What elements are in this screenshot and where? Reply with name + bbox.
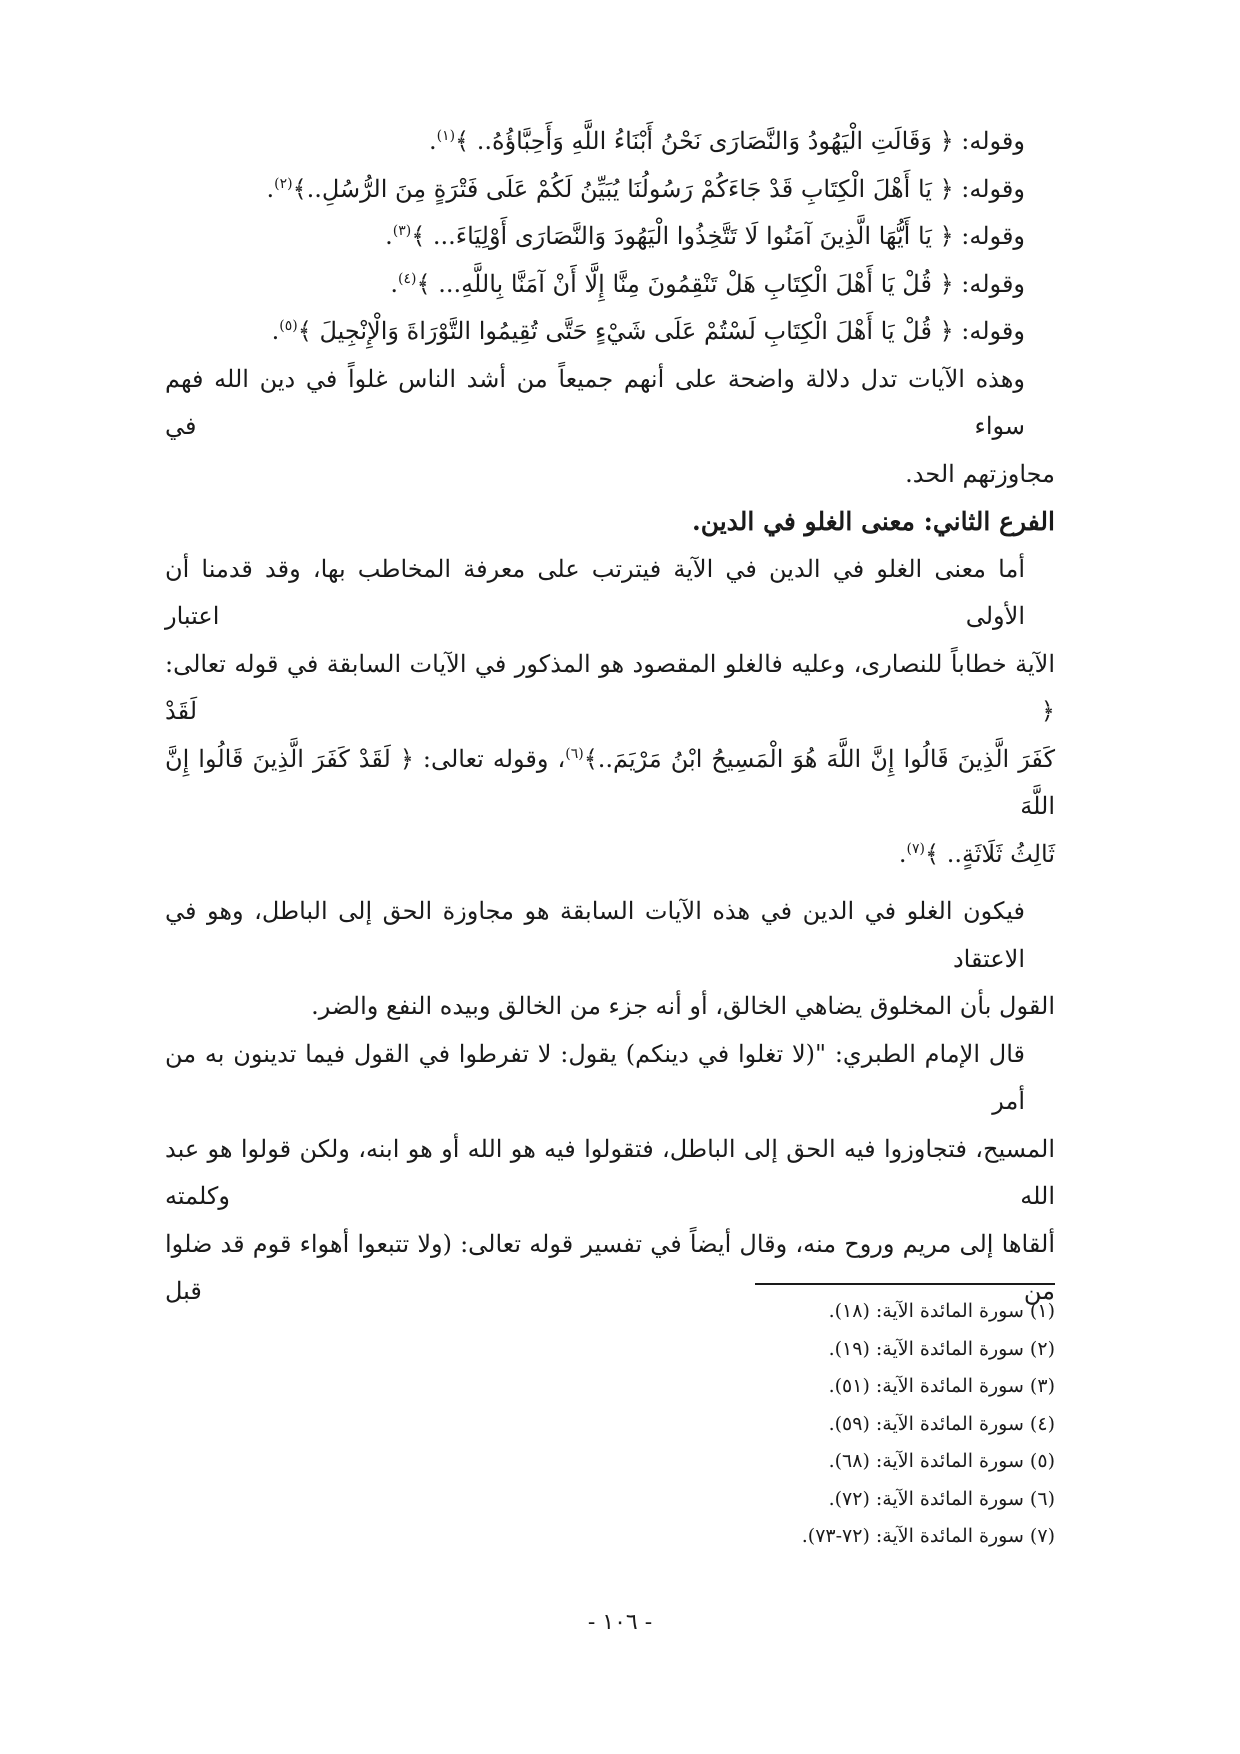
footnote-ref[interactable]: (٥) — [279, 318, 298, 334]
main-text — [165, 118, 1055, 1316]
paragraph-text: ، وقوله تعالى: ﴿ لَقَدْ كَفَرَ الَّذِينَ قَالُوا إِنَّ اللَّهَ — [165, 744, 1055, 820]
footnote-ref[interactable]: (٢) — [274, 175, 293, 192]
footnote-item: (٣) سورة المائدة الآية: (٥١). — [828, 1375, 1055, 1397]
verse-text: وقوله: ﴿ قُلْ يَا أَهْلَ الْكِتَابِ هَلْ تَنْقِمُونَ مِنَّا إِلَّا أَنْ آمَنَّا بِاللَّهِ... ﴾ — [416, 269, 1025, 298]
page-number: - ١٠٦ - — [587, 1610, 653, 1635]
verse-text: كَفَرَ الَّذِينَ قَالُوا إِنَّ اللَّهَ هُوَ الْمَسِيحُ ابْنُ مَرْيَمَ..﴾ — [583, 744, 1055, 773]
footnote-item: (١) سورة المائدة الآية: (١٨). — [828, 1300, 1055, 1322]
paragraph-line: وهذه الآيات تدل دلالة واضحة على أنهم جميعاً من أشد الناس غلواً في دين الله فهم سواء في — [165, 364, 1025, 440]
verse-line — [165, 308, 1055, 356]
footnotes-list — [355, 1293, 1055, 1556]
footnote-ref[interactable]: (٧) — [906, 840, 925, 857]
paragraph-line: قال الإمام الطبري: "(لا تغلوا في دينكم) يقول: لا تفرطوا في القول فيما تدينون به من أمر — [165, 1039, 1025, 1115]
footnote-ref[interactable]: (٣) — [392, 223, 412, 239]
verse-end: . — [898, 839, 907, 868]
verse-end: . — [266, 174, 275, 203]
verse-line — [165, 213, 1055, 261]
footnote-item: (٤) سورة المائدة الآية: (٥٩). — [828, 1412, 1055, 1435]
paragraph-line: الآية خطاباً للنصارى، وعليه فالغلو المقصود هو المذكور في الآيات السابقة في قوله تعالى: ﴿ لَقَدْ — [165, 649, 1055, 725]
footnote-ref[interactable]: (٦) — [565, 745, 584, 762]
paragraph-line: فيكون الغلو في الدين في هذه الآيات السابقة هو مجاوزة الحق إلى الباطل، وهو في الاعتقاد — [165, 897, 1025, 973]
verse-end: . — [271, 317, 280, 345]
verse-end: . — [390, 269, 399, 298]
paragraph-line: ألقاها إلى مريم وروح منه، وقال أيضاً في تفسير قوله تعالى: (ولا تتبعوا أهواء قوم قد ضلوا من قبل — [165, 1229, 1055, 1305]
section-heading: الفرع الثاني: معنى الغلو في الدين. — [691, 507, 1055, 536]
paragraph-gap — [165, 878, 1055, 888]
verse-line — [165, 166, 1055, 214]
paragraph-line — [165, 736, 1055, 831]
verse-end: . — [428, 127, 437, 155]
footnote-item: (٢) سورة المائدة الآية: (١٩). — [828, 1337, 1055, 1360]
verse-text: وقوله: ﴿ يَا أَهْلَ الْكِتَابِ قَدْ جَاءَكُمْ رَسُولُنَا يُبَيِّنُ لَكُمْ عَلَى فَتْرَةٍ مِنَ الرُّسُلِ..﴾ — [292, 174, 1025, 203]
paragraph-line: القول بأن المخلوق يضاهي الخالق، أو أنه جزء من الخالق وبيده النفع والضر. — [311, 992, 1055, 1020]
verse-line — [165, 261, 1055, 309]
paragraph-line: مجاوزتهم الحد. — [905, 459, 1055, 488]
paragraph-line — [165, 831, 1055, 879]
paragraph-line: المسيح، فتجاوزوا فيه الحق إلى الباطل، فتقولوا فيه هو الله أو هو ابنه، ولكن قولوا هو عبد الله وكلمته — [165, 1134, 1055, 1210]
footnote-ref[interactable]: (٤) — [398, 270, 417, 287]
footnote-item: (٥) سورة المائدة الآية: (٦٨). — [828, 1450, 1055, 1472]
verse-line — [165, 118, 1055, 166]
verse-text: وقوله: ﴿ يَا أَيُّهَا الَّذِينَ آمَنُوا لَا تَتَّخِذُوا الْيَهُودَ وَالنَّصَارَى أَوْلِيَاءَ... ﴾ — [411, 222, 1025, 250]
verse-text: ثَالِثُ ثَلَاثَةٍ.. ﴾ — [925, 839, 1055, 868]
verse-text: وقوله: ﴿ قُلْ يَا أَهْلَ الْكِتَابِ لَسْتُمْ عَلَى شَيْءٍ حَتَّى تُقِيمُوا التَّوْرَاةَ وَالْإِنْجِيلَ ﴾ — [297, 317, 1025, 345]
verse-end: . — [385, 222, 393, 250]
footnote-item: (٦) سورة المائدة الآية: (٧٢). — [828, 1487, 1055, 1510]
footnote-ref[interactable]: (١) — [436, 128, 456, 144]
footnote-item: (٧) سورة المائدة الآية: (٧٢-٧٣). — [801, 1525, 1055, 1547]
footnote-divider — [755, 1283, 1055, 1285]
paragraph-line: أما معنى الغلو في الدين في الآية فيترتب على معرفة المخاطب بها، وقد قدمنا أن الأولى اعتبار — [165, 554, 1025, 630]
verse-text: وقوله: ﴿ وَقَالَتِ الْيَهُودُ وَالنَّصَارَى نَحْنُ أَبْنَاءُ اللَّهِ وَأَحِبَّاؤُهُ.. ﴾ — [455, 127, 1025, 155]
